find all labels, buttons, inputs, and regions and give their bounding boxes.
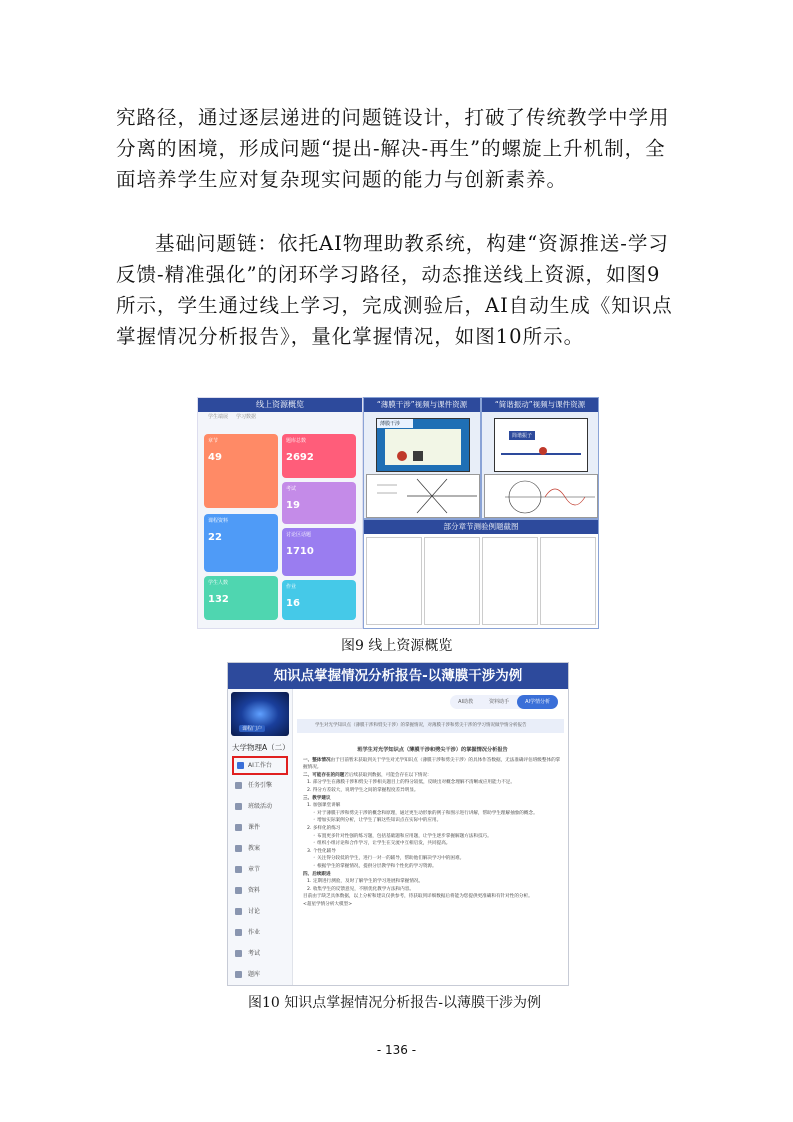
report-line: [303, 886, 562, 894]
thin-film-video-slide: 薄膜干涉: [376, 418, 470, 472]
grid-icon: [235, 803, 242, 810]
sidebar: [228, 689, 293, 985]
report-text: ◦ 增加实际案例分析，让学生了解这些知识点在实际中的应用。: [313, 818, 442, 824]
report-text: 1. 定期进行测验，及时了解学生的学习进展和掌握情况。: [307, 879, 424, 885]
report-line: [303, 757, 562, 772]
chat-icon: [235, 908, 242, 915]
card-homework: 作业 16: [282, 580, 356, 620]
resource-dashboard: [197, 397, 363, 629]
report-line: [303, 833, 562, 841]
chapter-icon: [235, 866, 242, 873]
card-chapters: 章节 49: [204, 434, 278, 508]
figure-10-caption: 图10 知识点掌握情况分析报告-以薄膜干涉为例: [248, 995, 541, 1011]
report-text: <超星学情分析大模型>: [303, 901, 353, 907]
report-text: ◦ 根据学生的掌握情况，提供分层教学和个性化的学习资源。: [313, 863, 437, 869]
sidebar-item-courseware[interactable]: 课件: [228, 817, 292, 838]
task-icon: [235, 782, 242, 789]
report-line: [303, 893, 562, 901]
report-text: 2. 得分方差较大，说明学生之间的掌握程度差异明显。: [307, 787, 419, 793]
tab-learning-analysis[interactable]: AI学情分析: [517, 695, 558, 709]
figure-10: [227, 662, 569, 986]
report-line: [303, 863, 562, 871]
sidebar-item-task-engine[interactable]: 任务引擎: [228, 775, 292, 796]
dashboard-title: 线上资源概览: [198, 398, 362, 412]
report-line: [303, 772, 562, 780]
card-discussions: 讨论区话题 1710: [282, 528, 356, 576]
sidebar-item-materials[interactable]: 资料: [228, 880, 292, 901]
report-text: ◦ 布置更多针对性强的练习题，包括基础题和应用题，让学生逐步掌握解题方法和技巧。: [313, 833, 492, 839]
user-question: 学生对光学知识点（薄膜干涉和劈尖干涉）的掌握情况，对薄膜干涉和劈尖干涉的学习情况做学情分析报告: [297, 719, 564, 733]
sidebar-item-lesson-plan[interactable]: 教案: [228, 838, 292, 859]
paragraph-2: 基础问题链：依托AI物理助教系统，构建“资源推送-学习反馈-精准强化”的闭环学习路径，动态推送线上资源，如图9所示，学生通过线上学习，完成测验后，AI自动生成《知识点掌握情况分析报告》，量化掌握情况，如图10所示。: [116, 232, 673, 348]
dashboard-tabs: 学生端展 学习数据: [208, 414, 256, 420]
harmonic-courseware: [484, 474, 598, 518]
sidebar-item-homework[interactable]: 作业: [228, 922, 292, 943]
analysis-report: [303, 747, 562, 908]
sidebar-item-ai-workbench[interactable]: AI工作台: [232, 756, 288, 775]
paragraph-1: 究路径，通过逐层递进的问题链设计，打破了传统教学中学用分离的困境，形成问题“提出-解决-再生”的螺旋上升机制，全面培养学生应对复杂现实问题的能力与创新素养。: [116, 106, 670, 191]
report-line: [303, 779, 562, 787]
report-text: ◦ 对于薄膜干涉和劈尖干涉的概念和原理，通过更生动形象的例子和图示进行讲解，帮助学生理解抽象的概念。: [313, 810, 538, 816]
report-line: [303, 787, 562, 795]
thin-film-resources-panel: “薄膜干涉”视频与课件资源 薄膜干涉: [363, 397, 481, 519]
analysis-report-title: 班学生对光学知识点（薄膜干涉和劈尖干涉）的掌握情况分析报告: [357, 747, 508, 753]
report-line: [303, 878, 562, 886]
edit-icon: [235, 929, 242, 936]
quiz-screenshot-3: [482, 537, 538, 625]
harmonic-vibration-resources-panel: “简谐振动”视频与课件资源 简谐振子: [481, 397, 599, 519]
report-heading: 二、可能存在的问题: [303, 772, 345, 778]
quiz-screenshot-4: [540, 537, 596, 625]
report-text: 若后续获取到数据，可能会存在以下情况：: [344, 772, 432, 778]
report-text: 3. 个性化辅导: [307, 848, 336, 854]
pen-icon: [235, 824, 242, 831]
database-icon: [235, 971, 242, 978]
report-text: 目前由于缺乏具体数据，以上分析和建议仅供参考，待获取到详细数据后将能为您提供更准确和有针对性的分析。: [303, 894, 533, 900]
report-line: [303, 802, 562, 810]
folder-icon: [235, 887, 242, 894]
course-logo: 课程门户: [231, 692, 289, 736]
figure-9: [197, 397, 597, 627]
report-text: 1. 部分学生在薄膜干涉和劈尖干涉相关题目上的得分较低，反映出对概念理解不清晰或应用能力不足。: [307, 780, 515, 786]
figure-9-caption: 图9 线上资源概览: [341, 638, 453, 654]
report-line: [303, 848, 562, 856]
course-name: 大学物理A（二）: [232, 743, 290, 752]
report-text: ◦ 关注得分较低的学生，进行一对一的辅导，帮助他们解决学习中的困难。: [313, 856, 465, 862]
report-line: [303, 871, 562, 879]
harmonic-video-slide: 简谐振子: [494, 418, 588, 472]
assistant-tabs: [450, 695, 558, 709]
report-line: [303, 855, 562, 863]
page-number: - 136 -: [376, 1043, 417, 1057]
report-line: [303, 840, 562, 848]
tab-ai-assistant[interactable]: AI助教: [458, 699, 474, 705]
card-students: 学生人数 132: [204, 576, 278, 620]
card-question-bank: 题库总数 2692: [282, 434, 356, 478]
oscillation-diagram-icon: [485, 475, 597, 517]
report-title: 知识点掌握情况分析报告-以薄膜干涉为例: [228, 663, 568, 689]
report-heading: 三、教学建议: [303, 795, 331, 801]
sidebar-item-exams[interactable]: 考试: [228, 943, 292, 964]
book-icon: [235, 845, 242, 852]
exam-icon: [235, 950, 242, 957]
sidebar-item-question-bank[interactable]: 题库: [228, 964, 292, 985]
quiz-screenshot-2: [424, 537, 480, 625]
report-line: [303, 795, 562, 803]
report-text: ◦ 组织小组讨论和合作学习，让学生在交流中互相启发，共同提高。: [313, 841, 451, 847]
sidebar-item-discussion[interactable]: 讨论: [228, 901, 292, 922]
card-course-materials: 课程资料 22: [204, 514, 278, 572]
courseware-diagram-icon: [367, 475, 479, 517]
tab-material-helper[interactable]: 资料助手: [489, 699, 510, 705]
report-line: [303, 810, 562, 818]
main-panel: [293, 689, 568, 985]
quiz-screenshot-1: [366, 537, 422, 625]
robot-icon: [237, 762, 244, 769]
card-exams: 考试 19: [282, 482, 356, 524]
report-text: 2. 多样化的练习: [307, 825, 341, 831]
report-text: 由于目前暂未获取到关于学生对光学知识点（薄膜干涉和劈尖干涉）的具体作答数据，无法准确评估班级整体的掌握情况。: [303, 757, 561, 771]
chapter-quiz-panel: 部分章节测验例题截图: [363, 519, 599, 629]
report-text: 2. 收集学生的反馈意见，不断优化教学方法和内容。: [307, 886, 414, 892]
report-line: [303, 825, 562, 833]
report-line: [303, 817, 562, 825]
report-line: [303, 901, 562, 909]
sidebar-item-chapters[interactable]: 章节: [228, 859, 292, 880]
sidebar-item-class-activity[interactable]: 班级活动: [228, 796, 292, 817]
report-text: 1. 加强课堂讲解: [307, 803, 341, 809]
report-heading: 四、后续跟进: [303, 871, 331, 877]
report-heading: 一、整体情况: [303, 757, 331, 763]
thin-film-courseware: [366, 474, 480, 518]
